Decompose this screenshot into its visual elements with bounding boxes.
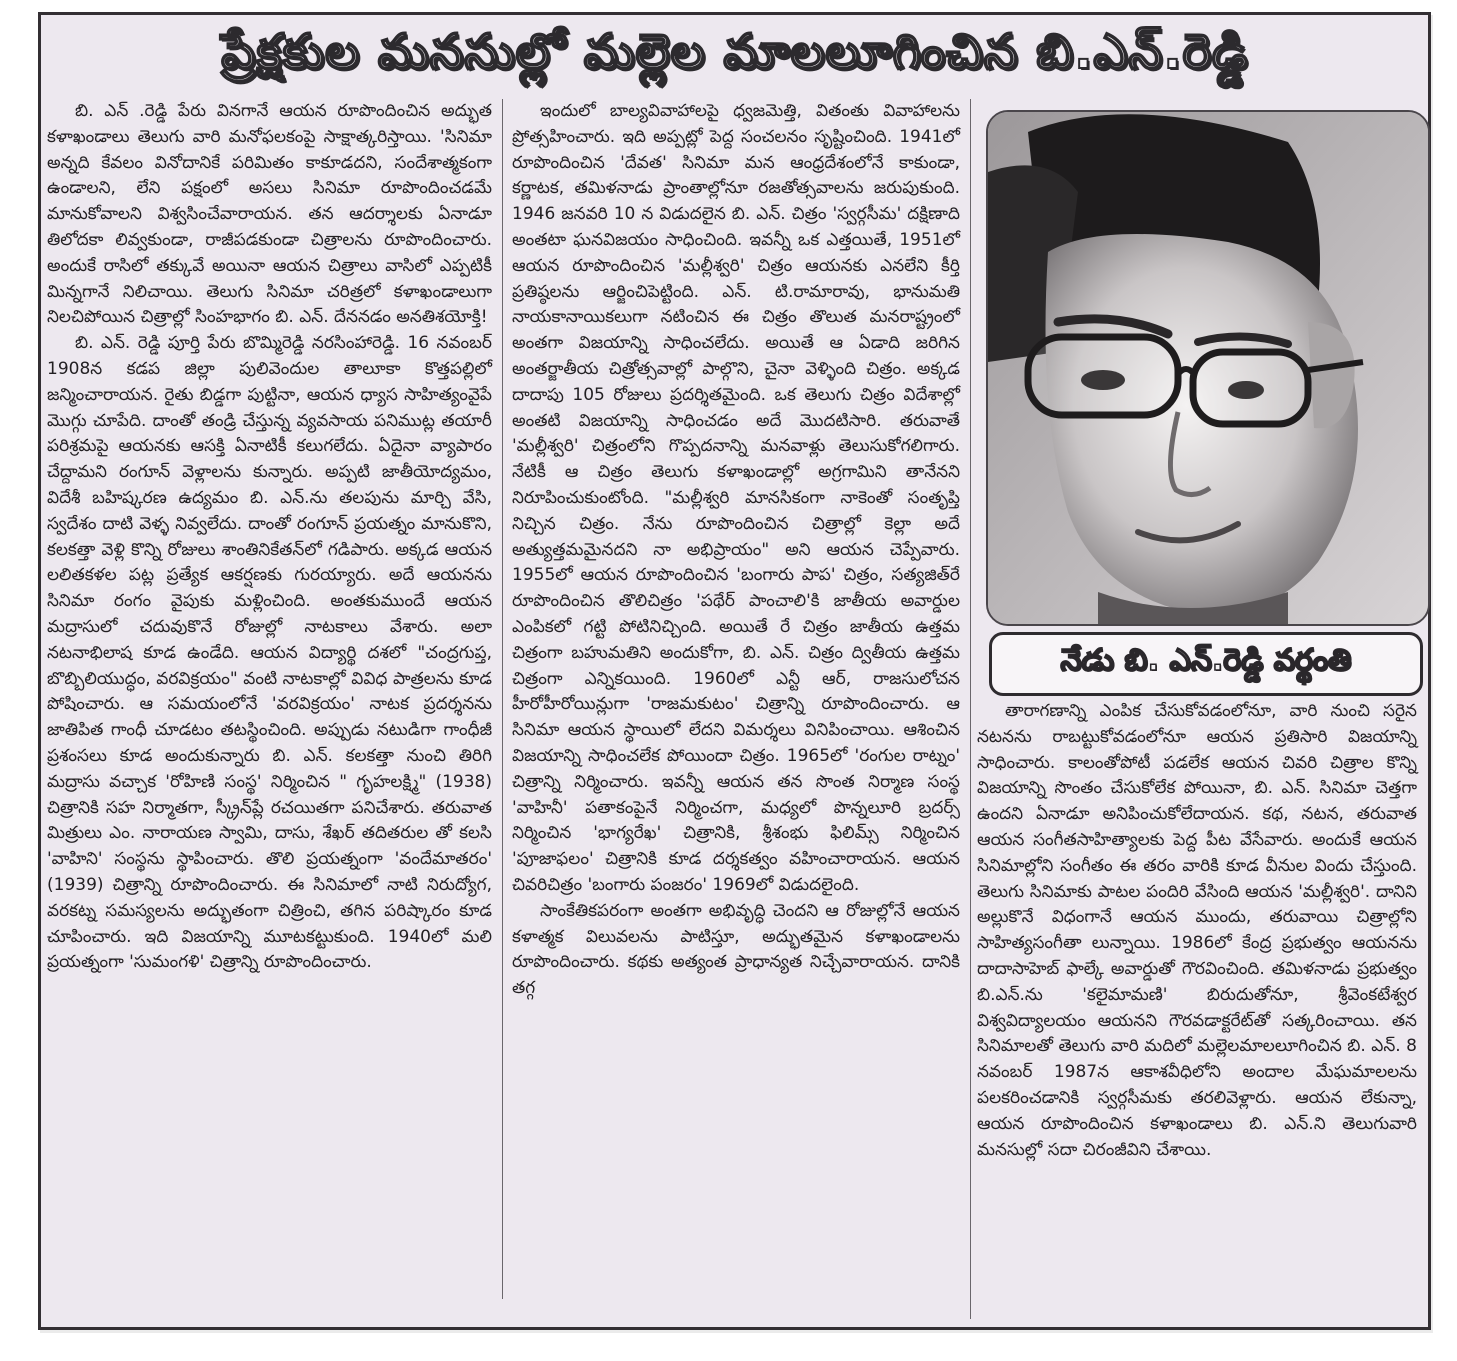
article-column-1 [47, 99, 492, 976]
article-column-3 [977, 699, 1417, 1163]
article-column-2 [512, 99, 960, 1002]
column-divider [502, 99, 503, 1299]
photo-caption: నేడు బి. ఎన్.రెడ్డి వర్థంతి [989, 632, 1423, 696]
portrait-photo [986, 110, 1430, 626]
column-1-paragraph-1: బి. ఎన్ .రెడ్డి పేరు వినగానే ఆయన రూపొందించిన అద్భుత కళాఖండాలు తెలుగు వారి మనోఫలకంపై సాక్షాత్కరిస్తాయి. 'సినిమా అన్నది కేవలం వినోదానికే పరిమితం కాకూడదని, సందేశాత్మకంగా ఉండాలని, లేని పక్షంలో అసలు సినిమా రూపొందించడమే మానుకోవాలని విశ్వసించేవారాయన. తన ఆదర్శాలకు ఏనాడూ తిలోదకా లివ్వకుండా, రాజీపడకుండా చిత్రాలను రూపొందించారు. అందుకే రాసిలో తక్కువే అయినా ఆయన చిత్రాలు వాసిలో ఎప్పటికీ మిన్నగానే నిలిచాయి. తెలుగు సినిమా చరిత్రలో కళాఖండాలుగా నిలచిపోయిన చిత్రాల్లో సింహభాగం బి. ఎన్. దేననడం అనతిశయోక్తి! [47, 101, 492, 328]
column-2-paragraph-1: ఇందులో బాల్యవివాహాలపై ధ్వజమెత్తి, వితంతు వివాహాలను ప్రోత్సహించారు. ఇది అప్పట్లో పెద్ద సంచలనం సృష్టించింది. 1941లో రూపొందించిన 'దేవత' సినిమా మన ఆంధ్రదేశంలోనే కాకుండా, కర్ణాటక, తమిళనాడు ప్రాంతాల్లోనూ రజతోత్సవాలను జరుపుకుంది. 1946 జనవరి 10 న విడుదలైన బి. ఎన్. చిత్రం 'స్వర్గసీమ' దక్షిణాది అంతటా ఘనవిజయం సాధించింది. ఇవన్నీ ఒక ఎత్తయితే, 1951లో ఆయన రూపొందించిన 'మల్లీశ్వరి' చిత్రం ఆయనకు ఎనలేని కీర్తి ప్రతిష్ఠలను ఆర్జించిపెట్టింది. ఎన్. టి.రామారావు, భానుమతి నాయకానాయికలుగా నటించిన ఈ చిత్రం తొలుత మనరాష్ట్రంలో అంతగా విజయాన్ని సాధించలేదు. అయితే ఆ ఏడాది జరిగిన అంతర్జాతీయ చిత్రోత్సవాల్లో పాల్గొని, చైనా వెళ్ళింది చిత్రం. అక్కడ దాదాపు 105 రోజులు ప్రదర్శితమైంది. ఒక తెలుగు చిత్రం విదేశాల్లో అంతటి విజయాన్ని సాధించడం అదే మొదటిసారి. తరువాతే 'మల్లీశ్వరి' చిత్రంలోని గొప్పదనాన్ని మనవాళ్లు తెలుసుకోగలిగారు. నేటికీ ఆ చిత్రం తెలుగు కళాఖండాల్లో అగ్రగామిని తానేనని నిరూపించుకుంటోంది. "మల్లీశ్వరి మానసికంగా నాకెంతో సంతృప్తి నిచ్చిన చిత్రం. నేను రూపొందించిన చిత్రాల్లో కెల్లా అదే అత్యుత్తమమైనదని నా అభిప్రాయం" అని ఆయన చెప్పేవారు. 1955లో ఆయన రూపొందించిన 'బంగారు పాప' చిత్రం, సత్యజిత్‌రే రూపొందించిన తొలిచిత్రం 'పథేర్ పాంచాలి'కి జాతీయ అవార్డుల ఎంపికలో గట్టి పోటినిచ్చింది. అయితే రే చిత్రం జాతీయ ఉత్తమ చిత్రంగా బహుమతిని అందుకోగా, బి. ఎన్. చిత్రం ద్వితీయ ఉత్తమ చిత్రంగా ఎన్నికయింది. 1960లో ఎన్టీ ఆర్, రాజసులోచన హీరోహీరోయిన్లుగా 'రాజమకుటం' చిత్రాన్ని రూపొందించారు. ఆ సినిమా ఆయన స్థాయిలో లేదని విమర్శలు వినిపించాయి. ఆశించిన విజయాన్ని సాధించలేక పోయిందా చిత్రం. 1965లో 'రంగుల రాట్నం' చిత్రాన్ని నిర్మించారు. ఇవన్నీ ఆయన తన సొంత నిర్మాణ సంస్థ 'వాహినీ' పతాకంపైనే నిర్మించగా, మధ్యలో పొన్నలూరి బ్రదర్స్ నిర్మించిన 'భాగ్యరేఖ' చిత్రానికి, శ్రీశంభు ఫిలిమ్స్ నిర్మించిన 'పూజాఫలం' చిత్రానికి కూడ దర్శకత్వం వహించారాయన. ఆయన చివరిచిత్రం 'బంగారు పంజరం' 1969లో విడుదలైంది. [512, 101, 960, 895]
headline: ప్రేక్షకుల మనసుల్లో మల్లెల మాలలూగించిన బి.ఎన్.రెడ్డి [221, 24, 1249, 80]
column-3-paragraph-1: తారాగణాన్ని ఎంపిక చేసుకోవడంలోనూ, వారి నుంచి సరైన నటనను రాబట్టుకోవడంలోనూ ఆయన ప్రతిసారి విజయాన్ని సాధించారు. కాలంతోపోటీ పడలేక ఆయన చివరి చిత్రాల కొన్ని విజయాన్ని సొంతం చేసుకోలేక పోయినా, బి. ఎన్. సినిమా చెత్తగా ఉందని ఏనాడూ అనిపించుకోలేదాయన. కథ, నటన, తరువాత ఆయన సంగీతసాహిత్యాలకు పెద్ద పీట వేసేవారు. అందుకే ఆయన సినిమాల్లోని సంగీతం ఈ తరం వారికి కూడ వీనుల విందు చేస్తుంది. తెలుగు సినిమాకు పాటల పందిరి వేసింది ఆయన 'మల్లీశ్వరి'. దానిని అల్లుకొనే విధంగానే ఆయన ముందు, తరువాయి చిత్రాల్లోని సాహిత్యసంగీతా లున్నాయి. 1986లో కేంద్ర ప్రభుత్వం ఆయనను దాదాసాహెబ్ ఫాల్కే అవార్డుతో గౌరవించింది. తమిళనాడు ప్రభుత్వం బి.ఎన్.ను 'కలైమామణి' బిరుదుతోనూ, శ్రీవెంకటేశ్వర విశ్వవిద్యాలయం ఆయనని గౌరవడాక్టరేట్‌తో సత్కరించాయి. తన సినిమాలతో తెలుగు వారి మదిలో మల్లెలమాలలూగించిన బి. ఎన్. 8 నవంబర్ 1987న ఆకాశవీధిలోని అందాల మేఘమాలలను పలకరించడానికి స్వర్గసీమకు తరలివెళ్లారు. ఆయన లేకున్నా, ఆయన రూపొందించిన కళాఖండాలు బి. ఎన్.ని తెలుగువారి మనసుల్లో సదా చిరంజీవిని చేశాయి. [977, 701, 1417, 1160]
newspaper-clipping [38, 12, 1431, 1330]
column-2-paragraph-2: సాంకేతికపరంగా అంతగా అభివృద్ధి చెందని ఆ రోజుల్లోనే ఆయన కళాత్మక విలువలను పాటిస్తూ, అద్భుతమైన కళాఖండాలను రూపొందించారు. కథకు అత్యంత ప్రాధాన్యత నిచ్చేవారాయన. దానికి తగ్గ [512, 900, 960, 999]
column-divider [970, 99, 971, 1319]
column-1-paragraph-2: బి. ఎన్. రెడ్డి పూర్తి పేరు బొమ్మిరెడ్డి నరసింహారెడ్డి. 16 నవంబర్ 1908న కడప జిల్లా పులివెందుల తాలూకా కొత్తపల్లిలో జన్మించారాయన. రైతు బిడ్డగా పుట్టినా, ఆయన ధ్యాస సాహిత్యంవైపే మొగ్గు చూపేది. దాంతో తండ్రి చేస్తున్న వ్యవసాయ పనిముట్ల తయారీ పరిశ్రమపై ఆయనకు ఆసక్తి ఏనాటికీ కలుగలేదు. ఏదైనా వ్యాపారం చేద్దామని రంగూన్ వెళ్లాలను కున్నారు. అప్పటి జాతీయోద్యమం, విదేశీ బహిష్కరణ ఉద్యమం బి. ఎన్.ను తలపును మార్చి వేసి, స్వదేశం దాటి వెళ్ళ నివ్వలేదు. దాంతో రంగూన్ ప్రయత్నం మానుకొని, కలకత్తా వెళ్లి కొన్ని రోజులు శాంతినికేతన్‌లో గడిపారు. అక్కడ ఆయన లలితకళల పట్ల ప్రత్యేక ఆకర్షణకు గురయ్యారు. అదే ఆయనను సినిమా రంగం వైపుకు మళ్లించింది. అంతకుముందే ఆయన మద్రాసులో చదువుకొనే రోజుల్లో నాటకాలు వేశారు. అలా నటనాభిలాష కూడ ఉండేది. ఆయన విద్యార్థి దశలో "చంద్రగుప్త, బొబ్బిలియుద్ధం, వరవిక్రయం" వంటి నాటకాల్లో వివిధ పాత్రలను కూడ పోషించారు. ఆ సమయంలోనే 'వరవిక్రయం' నాటక ప్రదర్శనను జాతిపిత గాంధీ చూడటం తటస్థించింది. అప్పుడు నటుడిగా గాంధీజీ ప్రశంసలు కూడ అందుకున్నారు బి. ఎన్. కలకత్తా నుంచి తిరిగి మద్రాసు వచ్చాక 'రోహిణి సంస్థ' నిర్మించిన " గృహలక్ష్మి" (1938) చిత్రానికి సహ నిర్మాతగా, స్క్రీన్‌ప్లే రచయితగా పనిచేశారు. తరువాత మిత్రులు ఎం. నారాయణ స్వామి, దాసు, శేఖర్ తదితరుల తో కలసి 'వాహిని' సంస్థను స్థాపించారు. తొలి ప్రయత్నంగా 'వందేమాతరం' (1939) చిత్రాన్ని రూపొందించారు. ఈ సినిమాలో నాటి నిరుద్యోగ, వరకట్న సమస్యలను అద్భుతంగా చిత్రించి, తగిన పరిష్కారం కూడ చూపించారు. ఇది విజయాన్ని మూటకట్టుకుంది. 1940లో మలి ప్రయత్నంగా 'సుమంగళి' చిత్రాన్ని రూపొందించారు. [47, 333, 492, 973]
